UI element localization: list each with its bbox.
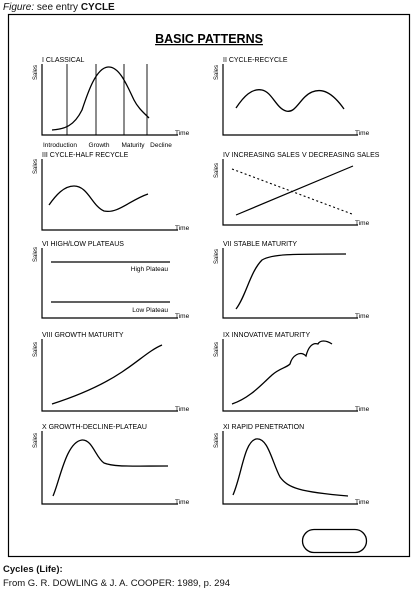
figure-prefix: Figure: — [3, 2, 35, 13]
y-axis-label: Sales — [33, 341, 39, 357]
figure-text: see entry — [36, 2, 79, 13]
panel-label: X GROWTH-DECLINE-PLATEAU — [42, 424, 147, 431]
stage-label: Maturity — [121, 142, 145, 149]
caption-source: From G. R. DOWLING & J. A. COOPER: 1989, p. 294 — [3, 578, 231, 589]
x-axis-label: Time — [175, 406, 190, 413]
high-plateau-label: High Plateau — [130, 266, 168, 273]
panel-label: VIII GROWTH MATURITY — [42, 332, 124, 339]
panel-label: I CLASSICAL — [42, 57, 85, 64]
y-axis-label: Sales — [33, 246, 39, 262]
x-axis-label: Time — [355, 220, 370, 227]
y-axis-label: Sales — [33, 432, 39, 448]
y-axis-label: Sales — [33, 158, 39, 174]
stage-label: Decline — [150, 142, 172, 149]
x-axis-label: Time — [175, 313, 190, 320]
x-axis-label: Time — [355, 499, 370, 506]
y-axis-label: Sales — [214, 162, 220, 178]
y-axis-label: Sales — [33, 64, 39, 80]
x-axis-label: Time — [355, 130, 370, 137]
stage-label: Introduction — [43, 142, 77, 149]
diagram-border — [9, 15, 410, 557]
stage-label: Growth — [88, 142, 110, 149]
y-axis-label: Sales — [214, 248, 220, 264]
x-axis-label: Time — [355, 313, 370, 320]
y-axis-label: Sales — [214, 64, 220, 80]
caption-title: Cycles (Life): — [3, 564, 63, 575]
x-axis-label: Time — [175, 499, 190, 506]
panel-label: VII STABLE MATURITY — [223, 241, 298, 248]
panel-label-secondary: V DECREASING SALES — [302, 152, 380, 159]
low-plateau-label: Low Plateau — [132, 307, 168, 314]
panel-label: III CYCLE-HALF RECYCLE — [42, 152, 129, 159]
figure-entry: CYCLE — [80, 2, 115, 13]
x-axis-label: Time — [175, 130, 190, 137]
panel-label: II CYCLE-RECYCLE — [223, 57, 288, 64]
y-axis-label: Sales — [214, 341, 220, 357]
diagram-title: BASIC PATTERNS — [155, 32, 263, 46]
x-axis-label: Time — [355, 406, 370, 413]
panel-label: IV INCREASING SALES — [223, 152, 300, 159]
x-axis-label: Time — [175, 225, 190, 232]
panel-label: VI HIGH/LOW PLATEAUS — [42, 241, 124, 248]
y-axis-label: Sales — [214, 432, 220, 448]
panel-label: IX INNOVATIVE MATURITY — [223, 332, 311, 339]
panel-label: XI RAPID PENETRATION — [223, 424, 305, 431]
